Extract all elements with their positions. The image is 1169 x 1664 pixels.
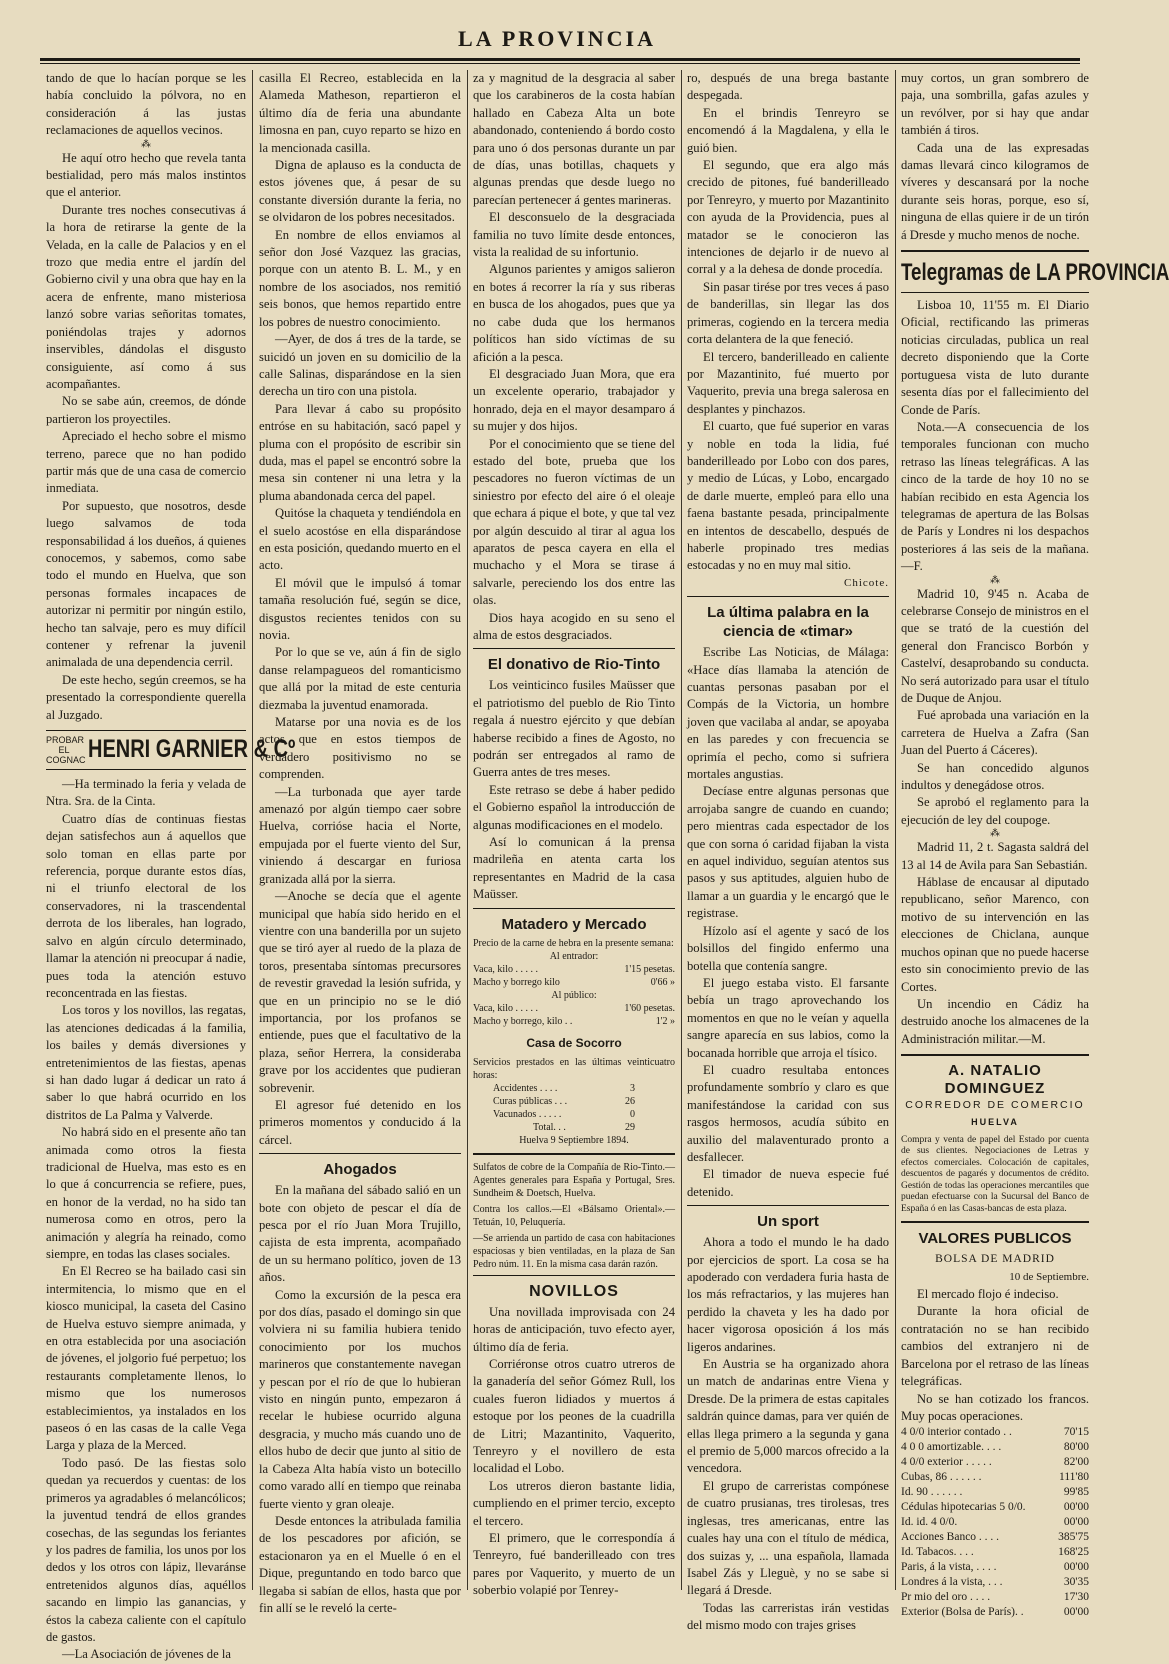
table-row: Macho y borrego, kilo . . 1'2 »	[473, 1015, 675, 1027]
author-signature: Chicote.	[844, 576, 889, 589]
table-row	[901, 1485, 1089, 1500]
quote-value: 111'80	[1059, 1471, 1089, 1484]
table-row	[901, 1515, 1089, 1530]
paragraph: El juego estaba visto. El farsante bebía un trago aprovechando los momentos en que no le veían y aquella sangre aparecía en sus labios, como la bocanada horrible que arroja el tísico.	[687, 975, 889, 1060]
paragraph: En Austria se ha organizado ahora un match de andarinas entre Viena y Dresde. De la primera de estas capitales saldrán quince damas, para ver quién de ellas llega primero a la segunda y gana el premio de 5,000 marcos ofrecido a la vencedora.	[687, 1357, 889, 1476]
paragraph: El mercado flojo é indeciso.	[917, 1287, 1059, 1302]
quote-label: Id. Tabacos. . . .	[901, 1546, 974, 1559]
paragraph: El móvil que le impulsó á tomar tamaña resolución fué, según se dice, disgustos recientes tenidos con su novia.	[259, 575, 461, 642]
heading-ultima-palabra: La última palabra en la ciencia de «timar»	[707, 604, 869, 641]
section-divider	[473, 908, 675, 909]
paragraph: Cada una de las expresadas damas llevará cinco kilogramos de víveres y descansará por la noche durante seis horas, porque, eso sí, ninguna de ellas quiere ir de un tirón á Dresde y mucho menos de noche.	[901, 140, 1089, 242]
section-divider	[901, 1221, 1089, 1223]
table-row	[901, 1440, 1089, 1455]
advertisement: Sulfatos de cobre de la Compañía de Rio-Tinto.—Agentes generales para España y Portugal, Sres. Sundheim & Doetsch, Huelva.	[473, 1161, 675, 1199]
paragraph: El cuadro resultaba entonces profundamente sombrío y claro es que manifestándose la caridad con sus rasgos hermosos, acudía súbito en auxilio del malaventurado pronto a desfallecer.	[687, 1062, 889, 1164]
paragraph: Digna de aplauso es la conducta de estos jóvenes que, á pesar de su constante diversión durante la feria, no se olvidaron de los pobres necesitados.	[259, 158, 461, 225]
paragraph: Los utreros dieron bastante lidia, cumpliendo en el primer tercio, excepto el tercero.	[473, 1478, 675, 1528]
quote-label: Paris, á la vista, . . . .	[901, 1561, 997, 1574]
column-1	[46, 70, 296, 1662]
column-divider	[252, 70, 253, 1590]
quote-label: Exterior (Bolsa de París). .	[901, 1606, 1024, 1619]
table-row	[901, 1605, 1089, 1620]
paragraph: Hízolo así el agente y sacó de los bolsillos del fingido enfermo una botella que contenía sangre.	[687, 923, 889, 973]
heading-telegramas: Telegramas de LA PROVINCIA	[901, 259, 1169, 287]
heading-un-sport: Un sport	[757, 1213, 819, 1231]
quotes-table	[901, 1425, 1089, 1620]
ad-tagline: PROBAR EL COGNAC	[46, 735, 86, 766]
paragraph: Este retraso se debe á haber pedido el Gobierno español la introducción de algunas modificaciones en el modelo.	[473, 782, 675, 832]
table-row: Accidentes . . . . 3	[493, 1082, 635, 1094]
table-row	[901, 1500, 1089, 1515]
broker-title: CORREDOR DE COMERCIO	[905, 1098, 1085, 1111]
table-intro: Precio de la carne de hebra en la presente semana:	[473, 937, 674, 949]
paragraph: Una novillada improvisada con 24 horas de anticipación, tuvo efecto ayer, último día de feria.	[473, 1304, 675, 1354]
table-row: Vacunados . . . . . 0	[493, 1108, 635, 1120]
paragraph: Corriéronse otros cuatro utreros de la ganadería del señor Gómez Rull, los cuales fueron lidiados y muertos á estoque por los peones de la cuadrilla de Litri; Mazantinito, Vaquerito, Tenreyro y el novillero de esta localidad el Lobo.	[473, 1356, 675, 1476]
paragraph: Cuatro días de continuas fiestas dejan satisfechos aun á aquellos que solo toman en ellas parte por referencia, porque durante estos días, ni el triunfo electoral de los conservadores, ni la trascendental derrota de los liberales, han logrado, salvo en algún círculo determinado, llamar la atención ni preocupar á nadie, pues toda la atención estuvo reconcentrada en las fiestas.	[46, 811, 246, 1000]
broker-name: A. NATALIO DOMINGUEZ	[944, 1062, 1046, 1097]
section-divider	[473, 648, 675, 649]
paragraph: casilla El Recreo, establecida en la Alameda Matheson, repartieron el último día de feria una abundante limosna en pan, cuyo reparto se hizo en la mencionada casilla.	[259, 71, 461, 155]
table-row	[901, 1470, 1089, 1485]
paragraph: Desde entonces la atribulada familia de los pescadores por afición, se estacionaron ya en el Muelle ó en el Dique, preguntando en todo barco que llegaba si sabían de ellos, hasta que por fin allí se le reveló la certe-	[259, 1513, 461, 1615]
quote-value: 82'00	[1063, 1456, 1089, 1469]
quote-label: 4 0/0 interior contado . .	[901, 1426, 1012, 1439]
heading-valores: VALORES PUBLICOS	[918, 1230, 1072, 1248]
separator-stars: ⁂	[990, 828, 1000, 840]
section-divider	[901, 1054, 1089, 1056]
meat-price-table	[473, 937, 675, 1028]
report-date: Huelva 9 Septiembre 1894.	[519, 1134, 629, 1146]
paragraph: Por el conocimiento que se tiene del estado del bote, prueba que los pescadores no fueron víctimas de un siniestro por efecto del aire ó el oleaje que echara á pique el bote, y que tal vez por algún descuido al tirar al agua los aparatos de pesca cayera en ella el muchacho y el Mora se tirase á salvarle, pereciendo los dos entre las olas.	[473, 436, 675, 608]
quote-label: Londres á la vista, . . .	[901, 1576, 1003, 1589]
paragraph: El timador de nueva especie fué detenido.	[687, 1167, 889, 1199]
paragraph: Madrid 10, 9'45 n. Acaba de celebrarse Consejo de ministros en el que se trató de la cuestión del general don Francisco Borbón y Castelví, desaprobando su conducta. No será autorizado para usar el título de Duque de Anjou.	[901, 586, 1089, 705]
masthead-rule	[40, 58, 1080, 61]
quote-value: 385'75	[1058, 1531, 1089, 1544]
quote-label: Pr mio del oro . . . .	[901, 1591, 991, 1604]
paragraph: Madrid 11, 2 t. Sagasta saldrá del 13 al 14 de Avila para San Sebastián.	[901, 840, 1089, 872]
paragraph: El desgraciado Juan Mora, que era un excelente operario, trabajador y honrado, deja en el mayor desamparo á su mujer y dos hijos.	[473, 366, 675, 434]
table-row: Macho y borrego kilo 0'66 »	[473, 976, 675, 988]
broker-services: Compra y venta de papel del Estado por cuenta de sus clientes. Negociaciones de Letras y efectos comerciales. Colocación de capitales, descuentos de pagarés y documentos de crédito. Gestión de todas las operaciones mercantiles que puedan efectuarse con la Sucursal del Banco de España ó en las Casas-bancas de esta plaza.	[901, 1134, 1089, 1214]
quote-value: 17'30	[1063, 1591, 1089, 1604]
column-5	[901, 70, 1169, 1619]
table-total: Total. . . 29	[533, 1121, 635, 1133]
quote-value: 00'00	[1063, 1561, 1089, 1574]
bolsa-date: 10 de Septiembre.	[1009, 1270, 1089, 1283]
paragraph: En la mañana del sábado salió en un bote con objeto de pescar el día de pesca por el río Juan Mora Trujillo, cajista de esta imprenta, acompañado de un su hermano político, joven de 13 años.	[259, 1183, 461, 1285]
quote-value: 70'15	[1063, 1426, 1089, 1439]
quote-value: 00'00	[1063, 1516, 1089, 1529]
cognac-advertisement	[46, 730, 296, 770]
table-row	[901, 1560, 1089, 1575]
paragraph: Algunos parientes y amigos salieron en botes á recorrer la ría y sus riberas en busca de los ahogados, pues que ya no cabe duda que los hermanos políticos han sido víctimas de su afición a la pesca.	[473, 262, 675, 364]
table-row: Vaca, kilo . . . . . 1'60 pesetas.	[473, 1002, 675, 1014]
paragraph: Todo pasó. De las fiestas solo quedan ya recuerdos y cuentas: de los primeros ya agradables ó melancólicos; la juventud tendrá de ellos grandes cosechas, de las segundas los feriantes y los padres de familia, los unos por los dedos y los otros con lápiz, llevaránse entretenidos algunos días, aquéllos sacando en limpio las ganancias, y éstos la cabeza caliente con el capítulo de gastos.	[46, 1455, 246, 1644]
paragraph: Como la excursión de la pesca era por dos días, pasado el domingo sin que volviera ni su familia hubiera tenido conocimiento por los muchos marineros que constantemente navegan y pescan por el río de que lo hubieran visto en ningún punto, empezaron á recelar le hubiese ocurrido alguna desgracia, y mucho más cuando uno de ellos hubo de decir que junto al sitio de la Cabeza Alta había visto un botecillo como varado allí en tiempo que reinaba fuerte viento y gran oleaje.	[259, 1287, 461, 1511]
paragraph: Durante la hora oficial de contratación no se han recibido cambios del extranjero ni de Barcelona por el retraso de las líneas telegráficas.	[901, 1304, 1089, 1389]
paragraph: ro, después de una brega bastante despegada.	[687, 71, 889, 103]
table-subheading: Al público:	[551, 989, 597, 1001]
paragraph: El segundo, que era algo más crecido de pitones, fué banderilleado por Tenreyro, y muerto por Mazantinito con ayuda de la Providencia, pues al matador se le conocieron las intenciones de dejarlo ir de nuevo al corral y a la dehesa de donde procedía.	[687, 158, 889, 277]
paragraph: Escribe Las Noticias, de Málaga: «Hace días llamaba la atención de cuantas personas pasaban por el Compás de la Victoria, un hombre joven que vacilaba al andar, se apoyaba en las paredes y con frecuencia se oprimía el pecho, como si sufriera mortales angustias.	[687, 645, 889, 782]
paragraph: De este hecho, según creemos, se ha presentado la correspondiente querella al Juzgado.	[46, 672, 246, 722]
section-divider	[473, 1153, 675, 1155]
ad-brand: HENRI GARNIER & Cº	[88, 735, 296, 764]
paragraph: za y magnitud de la desgracia al saber que los carabineros de la costa habían hallado en Cabeza Alta un bote abandonado, conteniendo á bordo costo para uno ó dos personas durante un par de días, unas botillas, chaquets y algunas prendas que desde luego no parecían pertenecer á gentes marineras.	[473, 71, 675, 207]
advertisement: Contra los callos.—El «Bálsamo Oriental».—Tetuán, 10, Peluquería.	[473, 1203, 675, 1228]
paragraph: —La Asociación de jóvenes de la	[62, 1647, 231, 1662]
masthead: LA PROVINCIA	[458, 26, 656, 51]
paragraph: Apreciado el hecho sobre el mismo terreno, parece que no han podido partir más que de una casa de comercio inmediata.	[46, 429, 246, 496]
paragraph: Matarse por una novia es de los actos que en estos tiempos de verdadero positivismo no se comprenden.	[259, 715, 461, 782]
quote-value: 30'35	[1063, 1576, 1089, 1589]
column-2	[259, 70, 461, 1615]
quote-value: 00'00	[1063, 1501, 1089, 1514]
paragraph: Por lo que se ve, aún á fin de siglo danse relampagueos del romanticismo que allá por la mitad de este centuria diezmaba la juventud enamorada.	[259, 645, 461, 712]
paragraph: No se han cotizado los francos. Muy pocas operaciones.	[901, 1391, 1089, 1423]
column-divider	[895, 70, 896, 1590]
paragraph: El cuarto, que fué superior en varas y noble en toda la lidia, fué banderilleado por Lobo con dos pares, y medio de Lúcas, y Lobo, encargado de darle muerte, empleó para ello una faena bastante pesada, principalmente en intentos de descabello, después de haberle propinado tres medias estocadas y no en muy mal sitio.	[687, 419, 889, 573]
column-4	[687, 70, 889, 1633]
column-3	[473, 70, 675, 1598]
table-row	[901, 1590, 1089, 1605]
heading-socorro: Casa de Socorro	[526, 1035, 622, 1050]
broker-advertisement	[901, 1062, 1089, 1132]
table-row: Vaca, kilo . . . . . 1'15 pesetas.	[473, 963, 675, 975]
paragraph: El primero, que le correspondía á Tenreyro, fué banderilleado con tres pares por Vaquerito, y muerto de un soberbio volapié por Tenrey-	[473, 1530, 675, 1598]
quote-label: 4 0/0 exterior . . . . .	[901, 1456, 992, 1469]
quote-label: Id. id. 4 0/0.	[901, 1516, 958, 1529]
paragraph: Los veinticinco fusiles Maüsser que el patriotismo del pueblo de Rio Tinto regala á nuestro ejército y que debían haberse recibido a fines de Agosto, no podrán ser entregados al ramo de Guerra antes de tres meses.	[473, 678, 675, 780]
bolsa-title: BOLSA DE MADRID	[935, 1253, 1055, 1266]
masthead-rule-thin	[40, 63, 1080, 64]
paragraph: —Ha terminado la feria y velada de Ntra. Sra. de la Cinta.	[46, 777, 246, 809]
paragraph: muy cortos, un gran sombrero de paja, una sombrilla, gafas azules y un revólver, por si hay que andar también á tiros.	[901, 71, 1089, 138]
quote-label: Id. 90 . . . . . .	[901, 1486, 963, 1499]
paragraph: He aquí otro hecho que revela tanta bestialidad, pero más malos instintos que el anterior.	[46, 150, 246, 200]
table-subheading: Al entrador:	[549, 950, 599, 962]
section-divider	[687, 1205, 889, 1206]
quote-label: 4 0 0 amortizable. . . .	[901, 1441, 1002, 1454]
paragraph: Para llevar á cabo su propósito entróse en su habitación, sacó papel y pluma con el propósito de escribir sin duda, mas el papel se encontró sobre la mesa sin contener ni una letra y la pluma abandonada cerca del papel.	[259, 401, 461, 503]
paragraph: Un incendio en Cádiz ha destruido anoche los almacenes de la Administración militar.—M.	[901, 996, 1089, 1046]
paragraph: Se han concedido algunos indultos y denegádose otros.	[901, 760, 1089, 793]
quote-label: Cédulas hipotecarias 5 0/0.	[901, 1501, 1026, 1514]
section-divider	[687, 596, 889, 597]
column-divider	[681, 70, 682, 1590]
section-divider	[473, 1275, 675, 1276]
quote-label: Cubas, 86 . . . . . .	[901, 1471, 982, 1484]
paragraph: Sin pasar tirése por tres veces á paso de banderillas, sin llegar las dos primeras, cogiendo en la tercera media corta delantera de la que feneció.	[687, 279, 889, 347]
paragraph: tando de que lo hacían porque se les había concluido la pólvora, no en consideración á las justas reclamaciones de aquellos vecinos.	[46, 71, 246, 138]
paragraph: Háblase de encausar al diputado republicano, señor Marenco, con motivo de su intervención en las elecciones de Chiclana, aunque muchos opinan que no puede hacerse esto sin conocimiento previo de las Cortes.	[901, 875, 1089, 994]
section-divider	[259, 1153, 461, 1154]
table-row	[901, 1530, 1089, 1545]
table-row	[901, 1425, 1089, 1440]
paragraph: Quitóse la chaqueta y tendiéndola en el suelo acostóse en ella disparándose en esta posición, quedando muerto en el acto.	[259, 506, 461, 573]
heading-matadero: Matadero y Mercado	[501, 915, 647, 933]
paragraph: Nota.—A consecuencia de los temporales funcionan con mucho retraso las líneas telegráficas. A las cinco de la tarde de hoy 10 no se habían recibido en esta Agencia los telegramas de apertura de las Bolsas de París y Londres ni los despachos posteriores á las seis de la mañana.—F.	[901, 419, 1089, 574]
paragraph: El agresor fué detenido en los primeros momentos y conducido á la cárcel.	[259, 1097, 461, 1147]
advertisement: —Se arrienda un partido de casa con habitaciones espaciosas y bien ventiladas, en la plaza de San Pedro núm. 11. En la misma casa darán razón.	[473, 1232, 675, 1270]
paragraph: En el brindis Tenreyro se encomendó á la Magdalena, y ella le guió bien.	[687, 105, 889, 155]
heading-novillos: NOVILLOS	[529, 1282, 619, 1300]
section-divider	[901, 292, 1089, 293]
quote-value: 168'25	[1058, 1546, 1089, 1559]
column-divider	[467, 70, 468, 1590]
socorro-table	[473, 1056, 675, 1147]
paragraph: Los toros y los novillos, las regatas, las atenciones dedicadas á la familia, los bailes y demás diversiones y entretenimientos de las fiestas, apenas si han dado lugar á dedicar un rato á saber lo que habrá ocurrido en los distritos de La Palma y Valverde.	[46, 1003, 246, 1122]
broker-city: HUELVA	[971, 1117, 1019, 1128]
separator-stars: ⁂	[141, 138, 151, 150]
paragraph: —Ayer, de dos á tres de la tarde, se suicidó un joven en su domicilio de la calle Salinas, disparándose en la sien derecha un tiro con una pistola.	[259, 332, 461, 399]
heading-donativo: El donativo de Rio-Tinto	[487, 656, 661, 674]
paragraph: Todas las carreristas irán vestidas del mismo modo con trajes grises	[687, 1600, 889, 1633]
paragraph: Dios haya acogido en su seno el alma de estos desgraciados.	[473, 610, 675, 642]
quote-value: 00'00	[1063, 1606, 1089, 1619]
paragraph: Fué aprobada una variación en la carretera de Huelva a Zafra (San Juan del Puerto á Cáceres).	[901, 708, 1089, 758]
table-row: Curas públicas . . . 26	[493, 1095, 635, 1107]
section-divider	[901, 250, 1089, 252]
table-row	[901, 1455, 1089, 1470]
paragraph: Lisboa 10, 11'55 m. El Diario Oficial, rectificando las primeras noticias circuladas, publica un real decreto disponiendo que la Corte portuguesa vista de luto durante sesenta días por el fallecimiento del Conde de París.	[901, 298, 1089, 417]
paragraph: Por supuesto, que nosotros, desde luego salvamos de toda responsabilidad á los dueños, á quienes conocemos, y sabemos, como sabe todo el mundo en Huelva, que son personas formales incapaces de autorizar ni permitir por ningún estilo, hecho tan salvaje, pero es muy difícil contener y refrenar la juvenil animalada de una dependencia cerril.	[46, 498, 246, 670]
paragraph: Se aprobó el reglamento para la ejecución de ley del coupoge.	[901, 795, 1089, 827]
paragraph: Durante tres noches consecutivas á la hora de retirarse la gente de la Velada, en la calle de Palacios y en el trozo que media entre el jardín del Gobierno civil y una obra que hay en la acera de enfrente, mano misteriosa lanzó sobre varias señoritas tomates, poniéndolas trajes y adornos inservibles, dándolas el disgusto consiguiente, así como á sus acompañantes.	[46, 202, 246, 391]
table-row	[901, 1575, 1089, 1590]
heading-ahogados: Ahogados	[323, 1161, 397, 1179]
separator-stars: ⁂	[990, 574, 1000, 586]
table-intro: Servicios prestados en las últimas veinticuatro horas:	[473, 1056, 675, 1081]
paragraph: No habrá sido en el presente año tan animada como otros la fiesta tradicional de Huelva, mas esto es en lo que á concurrencia se refiere, pues, en honor de la verdad, no ha sido tan numerosa como en otros, pero la animación y alegría ha reinado, como siempre, en todas las clases sociales.	[46, 1125, 246, 1261]
paragraph: El tercero, banderilleado en caliente por Mazantinito, fué muerto por Vaquerito, previa una brega salerosa en desplantes y pinchazos.	[687, 349, 889, 416]
paragraph: Decíase entre algunas personas que arrojaba sangre de cuando en cuando; pero mientras cada espectador de los que con sorna ó caridad fijaban la vista en aquel individuo, seguían atentos sus pasos y sus aptitudes, alguien hubo de llamar a un guardia y le encargó que le registrase.	[687, 784, 889, 921]
quote-label: Acciones Banco . . . .	[901, 1531, 1000, 1544]
quote-value: 80'00	[1063, 1441, 1089, 1454]
paragraph: Ahora a todo el mundo le ha dado por ejercicios de sport. La cosa se ha apoderado con verdadera furia hasta de los más refractarios, y las mujeres han perdido la chaveta y les ha dado por hacer vigorosa oposición á los más ligeros andarines.	[687, 1235, 889, 1354]
paragraph: En El Recreo se ha bailado casi sin intermitencia, lo mismo que en el kiosco municipal, la caseta del Casino de Huelva estuvo siempre animada, y en otra establecida por una asociación de jóvenes, el jolgorio fué perpetuo; los restaurants completamente llenos, lo mismo que los numerosos establecimientos, ya instalados en los paseos ó en las casas de la calle Vega Larga y plaza de la Merced.	[46, 1264, 246, 1453]
paragraph: No se sabe aún, creemos, de dónde partieron los proyectiles.	[46, 394, 246, 426]
paragraph: En nombre de ellos enviamos al señor don José Vazquez las gracias, porque con un atento B. L. M., y en nombre de los asociados, nos remitió seis bonos, que hemos repartido entre los pobres de nuestro conocimiento.	[259, 227, 461, 329]
quote-value: 99'85	[1063, 1486, 1089, 1499]
paragraph: El desconsuelo de la desgraciada familia no tuvo límite desde entonces, vista la realidad de su infortunio.	[473, 210, 675, 260]
table-row	[901, 1545, 1089, 1560]
paragraph: —La turbonada que ayer tarde amenazó por algún tiempo caer sobre Huelva, corrióse hacia el Norte, empujada por el fuerte viento del Sur, viniendo á descargar en furiosa granizada allá por la sierra.	[259, 784, 461, 886]
paragraph: —Anoche se decía que el agente municipal que había sido herido en el vientre con una banderilla por un sujeto que se tiró ayer al ruedo de la plaza de toros, presentaba síntomas precursores de revestir gravedad la lesión sufrida, y que en un principio no se le dió importancia, por los profanos se entiende, pues que el facultativo de la plaza, señor Herrera, la consideraba grave por los accidentes que pudieran sobrevenir.	[259, 889, 461, 1095]
paragraph: El grupo de carreristas compónese de cuatro prusianas, tres tirolesas, tres inglesas, tres americanas, entre las cuales hay una con el título de médica, dos suizas y, ... una española, llamada Isabel Zás y Lleguè, y no se sabe si llegará á Dresde.	[687, 1478, 889, 1598]
paragraph: Así lo comunican á la prensa madrileña en atenta carta los representantes en Madrid de la casa Maüsser.	[473, 835, 675, 902]
